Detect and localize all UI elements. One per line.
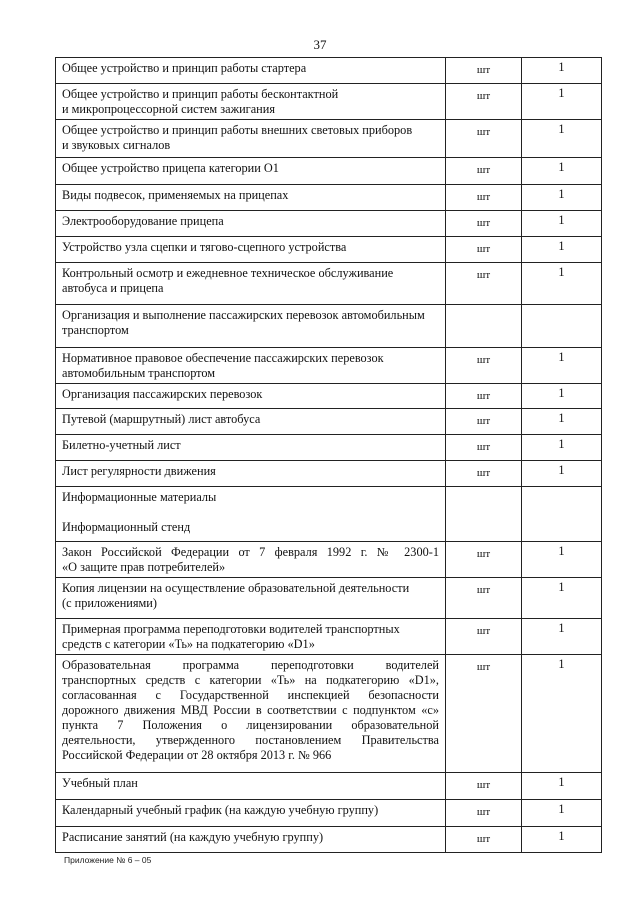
table-row xyxy=(56,348,602,384)
unit-cell: шт xyxy=(446,211,522,237)
item-name-cell xyxy=(56,655,446,773)
quantity-cell: 1 xyxy=(522,120,602,158)
unit-cell: шт xyxy=(446,409,522,435)
item-name-line: Нормативное правовое обеспечение пассажирских перевозок xyxy=(62,351,384,365)
quantity-cell: 1 xyxy=(522,158,602,185)
item-name-line: Учебный план xyxy=(62,776,138,790)
item-name-line: Общее устройство прицепа категории О1 xyxy=(62,161,279,175)
quantity-cell: 1 xyxy=(522,409,602,435)
quantity-cell: 1 xyxy=(522,211,602,237)
item-name-line: Российской Федерации от 28 октября 2013 г. № 966 xyxy=(62,748,332,762)
quantity-cell xyxy=(522,305,602,348)
equipment-table xyxy=(55,57,602,853)
item-name-cell xyxy=(56,619,446,655)
item-name-cell xyxy=(56,578,446,619)
quantity-cell: 1 xyxy=(522,263,602,305)
table-row xyxy=(56,542,602,578)
table-row xyxy=(56,185,602,211)
quantity-cell xyxy=(522,487,602,542)
unit-cell: шт xyxy=(446,800,522,827)
item-name-line: Общее устройство и принцип работы внешних световых приборов xyxy=(62,123,413,137)
table-row xyxy=(56,487,602,542)
item-name-cell xyxy=(56,800,446,827)
unit-cell: шт xyxy=(446,58,522,84)
quantity-cell: 1 xyxy=(522,773,602,800)
unit-cell: шт xyxy=(446,185,522,211)
item-name-line: Информационные материалы xyxy=(62,490,217,504)
page-number: 37 xyxy=(313,37,327,52)
item-name-cell xyxy=(56,827,446,853)
item-name-line: Копия лицензии на осуществление образовательной деятельности xyxy=(62,581,410,595)
quantity-cell: 1 xyxy=(522,461,602,487)
item-name-line: Календарный учебный график (на каждую учебную группу) xyxy=(62,803,379,817)
quantity-cell: 1 xyxy=(522,58,602,84)
quantity-cell: 1 xyxy=(522,435,602,461)
item-name-cell xyxy=(56,542,446,578)
item-name-cell xyxy=(56,773,446,800)
unit-cell: шт xyxy=(446,655,522,773)
unit-cell: шт xyxy=(446,619,522,655)
item-name-line: Устройство узла сцепки и тягово-сцепного устройства xyxy=(62,240,347,254)
quantity-cell: 1 xyxy=(522,237,602,263)
table-row xyxy=(56,827,602,853)
item-name-line: согласованная с Государственной инспекцией безопасности xyxy=(62,688,439,702)
unit-cell xyxy=(446,305,522,348)
unit-cell: шт xyxy=(446,435,522,461)
table-row xyxy=(56,461,602,487)
unit-cell: шт xyxy=(446,773,522,800)
item-name-cell xyxy=(56,461,446,487)
quantity-cell: 1 xyxy=(522,542,602,578)
footer-note: Приложение № 6 – 05 xyxy=(64,855,152,865)
item-name-line: Организация и выполнение пассажирских перевозок автомобильным xyxy=(62,308,425,322)
table-row xyxy=(56,158,602,185)
item-name-cell xyxy=(56,409,446,435)
quantity-cell: 1 xyxy=(522,655,602,773)
quantity-cell: 1 xyxy=(522,800,602,827)
unit-cell: шт xyxy=(446,84,522,120)
quantity-cell: 1 xyxy=(522,84,602,120)
table-row xyxy=(56,211,602,237)
item-name-line: транспортом xyxy=(62,323,129,337)
item-name-line: Образовательная программа переподготовки водителей xyxy=(62,658,439,672)
item-name-line: Организация пассажирских перевозок xyxy=(62,387,263,401)
table-row xyxy=(56,578,602,619)
item-name-cell xyxy=(56,237,446,263)
table-row xyxy=(56,305,602,348)
item-name-line: автомобильным транспортом xyxy=(62,366,216,380)
table-row xyxy=(56,409,602,435)
quantity-cell: 1 xyxy=(522,384,602,409)
table-row xyxy=(56,84,602,120)
item-name-cell xyxy=(56,305,446,348)
item-name-cell xyxy=(56,120,446,158)
unit-cell: шт xyxy=(446,158,522,185)
item-name-line: автобуса и прицепа xyxy=(62,281,164,295)
item-name-line: (с приложениями) xyxy=(62,596,157,610)
item-name-cell xyxy=(56,211,446,237)
item-name-line: Расписание занятий (на каждую учебную группу) xyxy=(62,830,324,844)
item-name-line: Общее устройство и принцип работы бесконтактной xyxy=(62,87,339,101)
table-body xyxy=(56,58,602,853)
item-name-line: Билетно-учетный лист xyxy=(62,438,181,452)
item-name-line: Примерная программа переподготовки водителей транспортных xyxy=(62,622,400,636)
item-name-line: деятельности, утвержденного постановлением Правительства xyxy=(62,733,439,747)
quantity-cell: 1 xyxy=(522,619,602,655)
unit-cell: шт xyxy=(446,263,522,305)
item-name-cell xyxy=(56,384,446,409)
item-name-line: Лист регулярности движения xyxy=(62,464,216,478)
table-row xyxy=(56,773,602,800)
unit-cell: шт xyxy=(446,120,522,158)
item-name-line: средств с категории «Ть» на подкатегорию «D1» xyxy=(62,637,315,651)
item-name-line: пункта 7 Положения о лицензировании образовательной xyxy=(62,718,439,732)
item-name-line: Информационный стенд xyxy=(62,520,191,534)
quantity-cell: 1 xyxy=(522,185,602,211)
item-name-line: и микропроцессорной систем зажигания xyxy=(62,102,276,116)
item-name-cell xyxy=(56,487,446,542)
table-row xyxy=(56,237,602,263)
quantity-cell: 1 xyxy=(522,827,602,853)
unit-cell: шт xyxy=(446,237,522,263)
table-row xyxy=(56,384,602,409)
unit-cell: шт xyxy=(446,384,522,409)
item-name-cell xyxy=(56,263,446,305)
item-name-line: дорожного движения МВД России в соответствии с подпунктом «с» xyxy=(62,703,439,717)
item-name-line: Путевой (маршрутный) лист автобуса xyxy=(62,412,261,426)
item-name-cell xyxy=(56,348,446,384)
quantity-cell: 1 xyxy=(522,348,602,384)
unit-cell: шт xyxy=(446,542,522,578)
item-name-line: Контрольный осмотр и ежедневное техническое обслуживание xyxy=(62,266,394,280)
table-row xyxy=(56,800,602,827)
item-name-line: «О защите прав потребителей» xyxy=(62,560,226,574)
item-name-cell xyxy=(56,185,446,211)
table-row xyxy=(56,58,602,84)
table-row xyxy=(56,435,602,461)
item-name-line: Закон Российской Федерации от 7 февраля 1992 г. № 2300-1 xyxy=(62,545,439,559)
table-row xyxy=(56,263,602,305)
unit-cell xyxy=(446,487,522,542)
unit-cell: шт xyxy=(446,461,522,487)
table-row xyxy=(56,655,602,773)
item-name-line: транспортных средств с категории «Ть» на подкатегорию «D1», xyxy=(62,673,439,687)
unit-cell: шт xyxy=(446,348,522,384)
unit-cell: шт xyxy=(446,578,522,619)
table-row xyxy=(56,120,602,158)
item-name-cell xyxy=(56,158,446,185)
item-name-line: Общее устройство и принцип работы стартера xyxy=(62,61,307,75)
table-row xyxy=(56,619,602,655)
item-name-cell xyxy=(56,58,446,84)
item-name-line: Электрооборудование прицепа xyxy=(62,214,224,228)
item-name-line xyxy=(62,505,439,520)
quantity-cell: 1 xyxy=(522,578,602,619)
item-name-line: и звуковых сигналов xyxy=(62,138,171,152)
unit-cell: шт xyxy=(446,827,522,853)
item-name-cell xyxy=(56,84,446,120)
item-name-line: Виды подвесок, применяемых на прицепах xyxy=(62,188,289,202)
item-name-cell xyxy=(56,435,446,461)
